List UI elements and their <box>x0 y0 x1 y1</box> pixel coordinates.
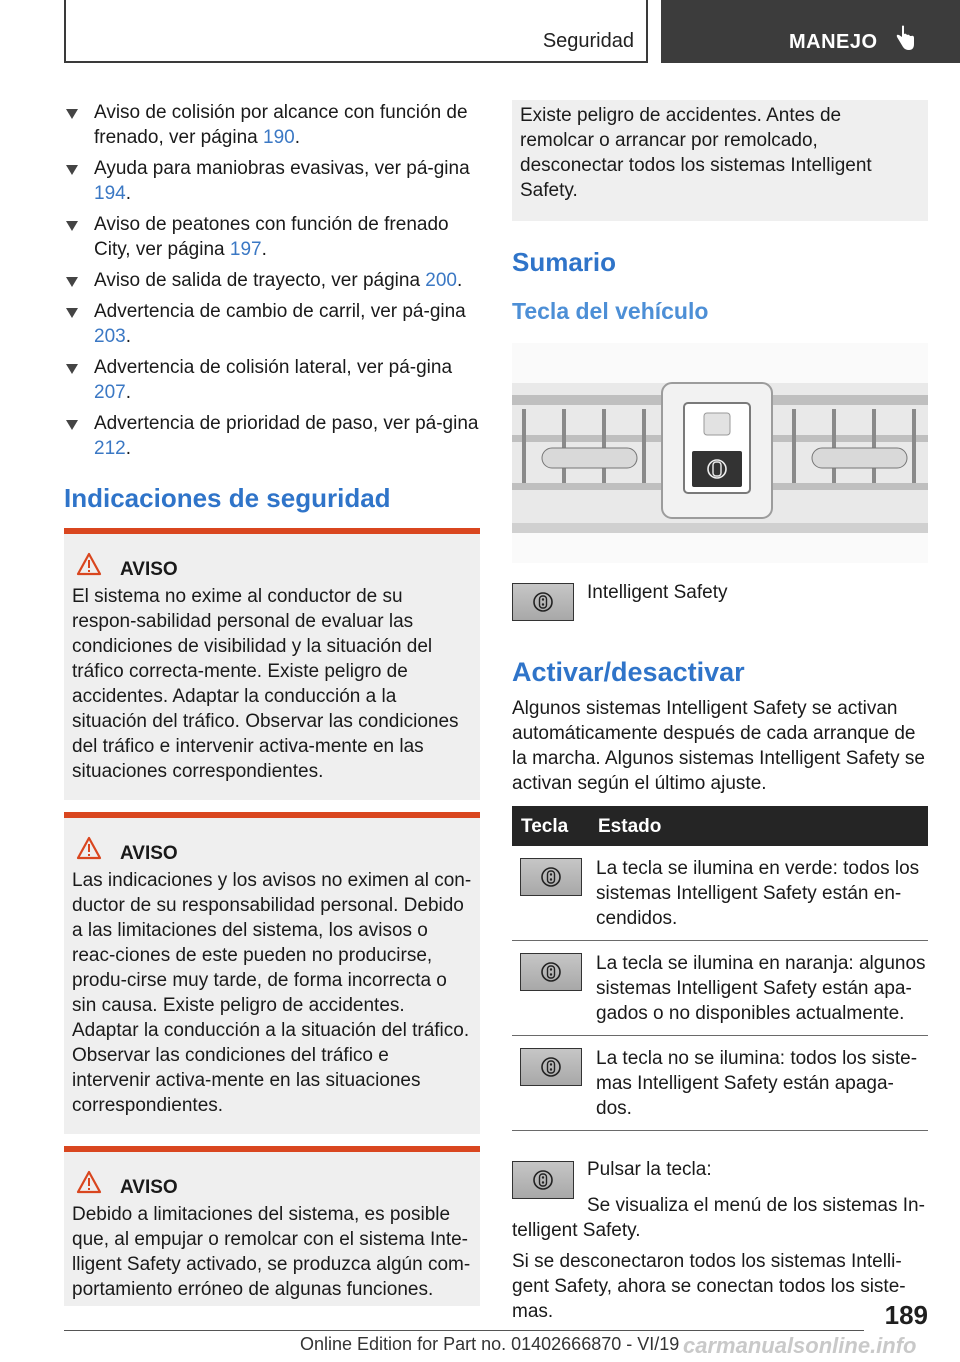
col-header-tecla: Tecla <box>521 816 569 837</box>
status-table <box>512 806 928 1131</box>
warning-label: AVISO <box>120 559 178 580</box>
list-item: Advertencia de cambio de carril, ver pá-gina 203. <box>64 299 480 349</box>
header-chapter-box <box>661 0 960 63</box>
intelligent-safety-icon <box>540 866 562 888</box>
intelligent-safety-key <box>520 1048 582 1086</box>
table-cell-estado: La tecla no se ilumina: todos los siste-mas Intelligent Safety están apaga-dos. <box>596 1048 918 1119</box>
page-number: 189 <box>884 1300 928 1330</box>
page-link[interactable]: 207 <box>94 382 126 403</box>
header-section-title: Seguridad <box>542 30 634 52</box>
list-item: Ayuda para maniobras evasivas, ver pá-gina 194. <box>64 156 480 206</box>
triangle-bullet-icon <box>66 221 78 231</box>
press-text: Se visualiza el menú de los sistemas In-telligent Safety. <box>512 1195 925 1241</box>
intelligent-safety-icon <box>532 1169 554 1191</box>
table-cell-estado: La tecla se ilumina en naranja: algunos sistemas Intelligent Safety están apa-gados o no disponibles actualmente. <box>596 953 926 1024</box>
triangle-bullet-icon <box>66 420 78 430</box>
list-item: Aviso de peatones con función de frenado City, ver página 197. <box>64 212 480 262</box>
intelligent-safety-key <box>512 583 574 621</box>
left-column <box>64 100 480 1306</box>
page-link[interactable]: 190 <box>263 127 295 148</box>
triangle-bullet-icon <box>66 165 78 175</box>
intelligent-safety-key <box>520 953 582 991</box>
triangle-bullet-icon <box>66 109 78 119</box>
warning-text: El sistema no exime al conductor de su respon-sabilidad personal de evaluar las condiciones de visibilidad y la situación del tráfico correcta-mente. Existe peligro de accidentes. Adaptar la conducción a la situación del tráfico. Observar las condiciones del tráfico e intervenir activa-mente en las situaciones correspondientes. <box>72 586 459 782</box>
header-chapter-title: MANEJO <box>789 31 878 53</box>
press-key-row <box>512 1159 928 1199</box>
page-link[interactable]: 194 <box>94 183 126 204</box>
list-item: Aviso de colisión por alcance con función de frenado, ver página 190. <box>64 100 480 150</box>
warning-triangle-icon <box>76 552 102 576</box>
table-cell-estado: La tecla se ilumina en verde: todos los sistemas Intelligent Safety están en-cendidos. <box>596 858 920 929</box>
final-text: Si se desconectaron todos los sistemas Intelli-gent Safety, ahora se conectan todos los siste-mas. <box>512 1251 906 1322</box>
warning-header <box>72 556 472 584</box>
page-link[interactable]: 203 <box>94 326 126 347</box>
header-section-box <box>64 0 648 63</box>
hand-pointer-icon <box>894 25 916 51</box>
vehicle-key-photo <box>512 343 928 563</box>
key-caption: Intelligent Safety <box>587 582 728 603</box>
warning-box <box>64 528 480 800</box>
list-item: Advertencia de colisión lateral, ver pá-gina 207. <box>64 355 480 405</box>
watermark: carmanualsonline.info <box>683 1333 917 1358</box>
warning-box <box>64 812 480 1134</box>
warning-continuation: Existe peligro de accidentes. Antes de remolcar o arrancar por remolcado, desconectar todos los sistemas Intelligent Safety. <box>512 100 928 221</box>
col-header-estado: Estado <box>598 816 662 837</box>
warning-text: Las indicaciones y los avisos no eximen al con-ductor de su responsabilidad personal. Debido a las limitaciones del sistema, los avisos o reac-ciones de este pueden no producirse, produ-cirse muy tarde, de forma incorrecta o sin causa. Existe peligro de accidentes. Adaptar la conducción a la situación del tráfico. Observar las condiciones del tráfico e intervenir activa-mente en las situaciones correspondientes. <box>72 870 472 1116</box>
triangle-bullet-icon <box>66 364 78 374</box>
right-column <box>512 100 928 1324</box>
intelligent-safety-icon <box>540 1056 562 1078</box>
warning-text: Debido a limitaciones del sistema, es posible que, al empujar o remolcar con el sistema Inte-lligent Safety activado, se produzca algún com-portamiento erróneo de algunas funciones. <box>72 1204 471 1300</box>
table-row <box>512 846 928 941</box>
sumario-heading: Sumario <box>512 247 617 277</box>
triangle-bullet-icon <box>66 308 78 318</box>
table-header <box>512 806 928 846</box>
page-link[interactable]: 212 <box>94 438 126 459</box>
activar-text: Algunos sistemas Intelligent Safety se activan automáticamente después de cada arranque de la marcha. Algunos sistemas Intelligent Safety se activan según el último ajuste. <box>512 698 925 794</box>
intelligent-safety-key <box>512 1161 574 1199</box>
key-legend-row <box>512 583 928 643</box>
triangle-bullet-icon <box>66 277 78 287</box>
press-label: Pulsar la tecla: <box>587 1159 712 1180</box>
footer-divider <box>64 1330 864 1331</box>
air-vent-illustration <box>512 343 928 563</box>
page-link[interactable]: 197 <box>229 239 262 260</box>
list-item: Advertencia de prioridad de paso, ver pá-gina 212. <box>64 411 480 461</box>
warning-triangle-icon <box>76 1170 102 1194</box>
table-row <box>512 1036 928 1131</box>
list-item: Aviso de salida de trayecto, ver página 200. <box>64 268 480 293</box>
safety-heading: Indicaciones de seguridad <box>64 483 391 513</box>
intelligent-safety-icon <box>540 961 562 983</box>
warning-header <box>72 840 472 868</box>
intelligent-safety-icon <box>532 591 554 613</box>
page-link[interactable]: 200 <box>425 270 457 291</box>
tecla-heading: Tecla del vehículo <box>512 298 709 324</box>
intelligent-safety-key <box>520 858 582 896</box>
reference-list <box>64 100 480 461</box>
warning-triangle-icon <box>76 836 102 860</box>
warning-header <box>72 1174 472 1202</box>
warning-box <box>64 1146 480 1306</box>
activar-heading: Activar/desactivar <box>512 657 745 687</box>
warning-label: AVISO <box>120 843 178 864</box>
footer-edition: Online Edition for Part no. 01402666870 - VI/19 <box>300 1334 680 1354</box>
warning-label: AVISO <box>120 1177 178 1198</box>
table-row <box>512 941 928 1036</box>
